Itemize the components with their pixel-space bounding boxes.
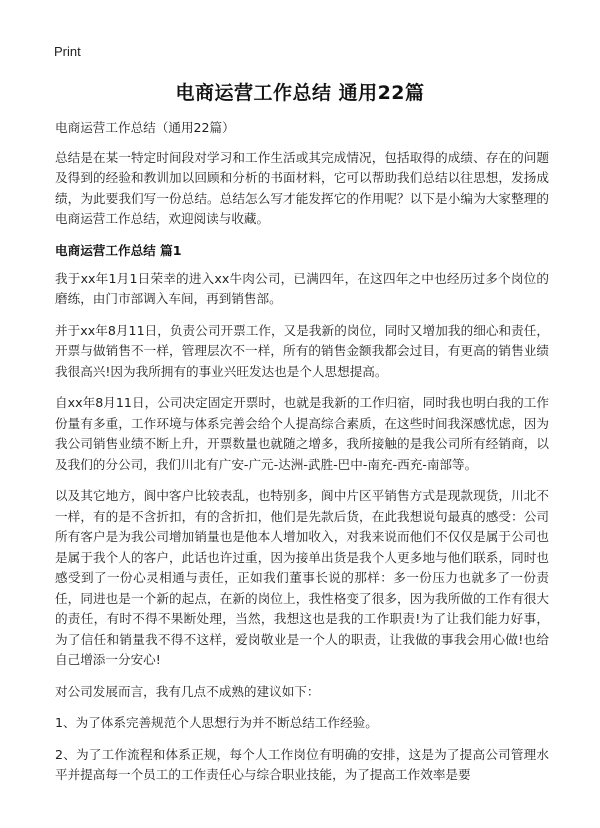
intro-paragraph: 总结是在某一特定时间段对学习和工作生活或其完成情况，包括取得的成绩、存在的问题及得到的经验和教训加以回顾和分析的书面材料，它可以帮助我们总结以往思想，发扬成绩，为此要我们写一份总结。总结怎么写才能发挥它的作用呢？以下是小编为大家整理的电商运营工作总结，欢迎阅读与收藏。 xyxy=(55,149,549,226)
suggestion-item-2: 2、为了工作流程和体系正规，每个人工作岗位有明确的安排，这是为了提高公司管理水平并提高每一个员工的工作责任心与综合职业技能，为了提高工作效率是要 xyxy=(55,746,549,782)
suggestion-item-1: 1、为了体系完善规范个人思想行为并不断总结工作经验。 xyxy=(55,715,378,730)
section-heading: 电商运营工作总结 篇1 xyxy=(55,242,182,258)
body-paragraph-5: 对公司发展而言，我有几点不成熟的建议如下： xyxy=(55,683,320,699)
document-body xyxy=(55,118,549,797)
body-paragraph-4: 以及其它地方，阆中客户比较表乱，也特别多，阆中片区平销售方式是现款现货，川北不一样，有的是不含折扣，有的含折扣，他们是先款后货，在此我想说句最真的感受：公司所有客户是为我公司增加销量也是他本人增加收入，对我来说而他们不仅仅是属于公司也是属于我个人的客户，此话也许过重，因为接单出货是我个人更多地与他们联系，同时也感受到了一份心灵相通与责任，正如我们董事长说的那样：多一份压力也就多了一份责任，同进也是一个新的起点，在新的岗位上，我性格变了很多，因为我所做的工作有很大的责任，有时不得不果断处理，当然，我想这也是我的工作职责!为了让我们能力好事，为了信任和销量我不得不这样，爱岗敬业是一个人的职责，让我做的事我会用心做!也给自己增添一分安心! xyxy=(55,488,549,667)
body-paragraph-1: 我于xx年1月1日荣幸的进入xx牛肉公司，已满四年，在这四年之中也经历过多个岗位的磨练，由门市部调入车间，再到销售部。 xyxy=(55,270,549,306)
print-link[interactable]: Print xyxy=(54,44,81,59)
body-paragraph-3: 自xx年8月11日，公司决定固定开票时，也就是我新的工作归宿，同时我也明白我的工作份量有多重，工作环境与体系完善会给个人提高综合素质，在这些时间我深感忧虑，因为我公司销售业绩不断上升，开票数量也就随之增多，我所接触的是我公司所有经销商，以及我们的分公司，我们川北有广安-广元-达洲-武胜-巴中-南充-西充-南部等。 xyxy=(55,395,549,472)
document-title: 电商运营工作总结 通用22篇 xyxy=(175,82,425,104)
body-paragraph-2: 并于xx年8月11日，负责公司开票工作，又是我新的岗位，同时又增加我的细心和责任，开票与做销售不一样，管理层次不一样，所有的销售金额我都会过目，有更高的销售业绩我很高兴!因为我所拥有的事业兴旺发达也是个人思想提高。 xyxy=(55,322,549,379)
document-subtitle: 电商运营工作总结（通用22篇） xyxy=(55,120,235,135)
